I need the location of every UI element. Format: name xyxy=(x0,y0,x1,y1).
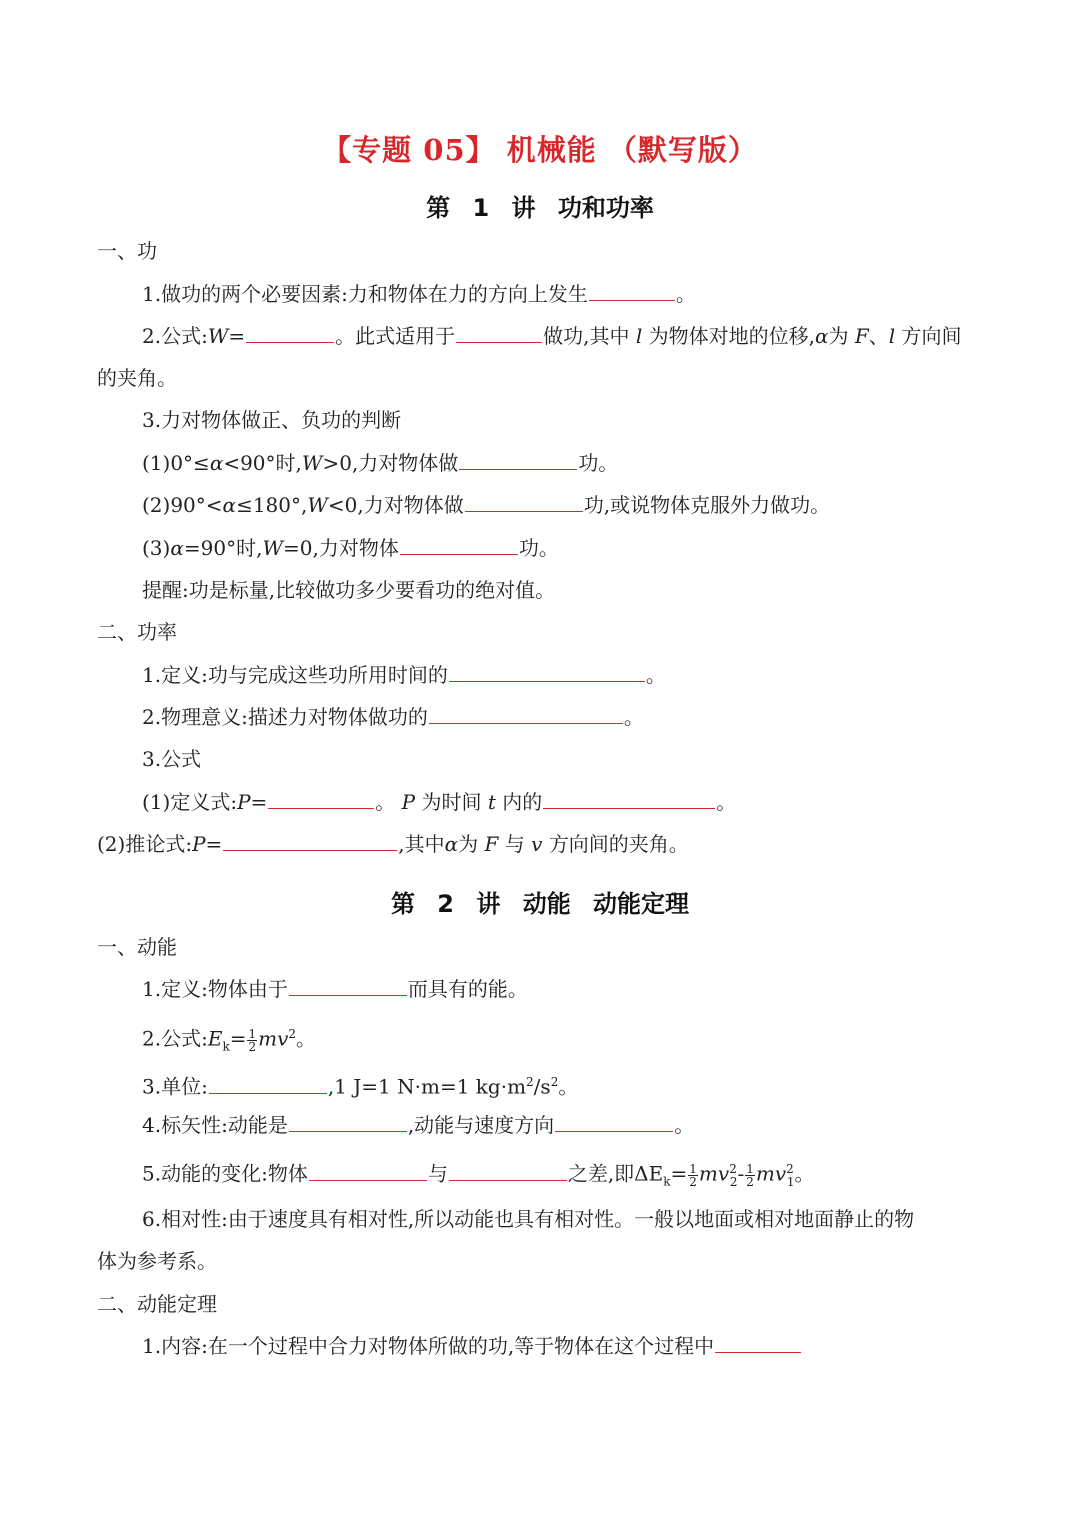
work-formula-line: 2.公式:W= 。此式适用于 做功,其中 l 为物体对地的位移,α为 F、l 方向间 xyxy=(142,324,962,348)
fraction-one-half: $\frac{1}{2}$ xyxy=(746,1161,754,1189)
section-ke-theorem-heading: 二、动能定理 xyxy=(97,1292,217,1316)
answer-blank[interactable] xyxy=(459,449,577,470)
case-zero-line: (3)α=90°时,W=0,力对物体 功。 xyxy=(142,536,559,560)
answer-blank[interactable] xyxy=(429,703,623,724)
answer-blank[interactable] xyxy=(456,322,542,343)
reminder-line: 提醒:功是标量,比较做功多少要看功的绝对值。 xyxy=(142,578,556,602)
answer-blank[interactable] xyxy=(715,1332,801,1353)
case-negative-line: (2)90°<α≤180°,W<0,力对物体做 功,或说物体克服外力做功。 xyxy=(142,493,831,517)
sign-judgement-line: 3.力对物体做正、负功的判断 xyxy=(142,408,402,432)
section-work-heading: 一、功 xyxy=(97,239,157,263)
answer-blank[interactable] xyxy=(268,788,374,809)
answer-blank[interactable] xyxy=(555,1111,673,1132)
answer-blank[interactable] xyxy=(589,280,675,301)
work-factors-line: 1.做功的两个必要因素:力和物体在力的方向上发生 。 xyxy=(142,282,696,306)
answer-blank[interactable] xyxy=(543,788,715,809)
answer-blank[interactable] xyxy=(449,1160,567,1181)
answer-blank[interactable] xyxy=(289,975,407,996)
ke-theorem-content-line: 1.内容:在一个过程中合力对物体所做的功,等于物体在这个过程中 xyxy=(142,1332,802,1360)
answer-blank[interactable] xyxy=(449,661,645,682)
answer-blank[interactable] xyxy=(465,491,583,512)
answer-blank[interactable] xyxy=(246,322,334,343)
answer-blank[interactable] xyxy=(223,830,397,851)
case-positive-line: (1)0°≤α<90°时,W>0,力对物体做 功。 xyxy=(142,451,619,475)
power-formula-heading: 3.公式 xyxy=(142,747,202,771)
answer-blank[interactable] xyxy=(400,534,518,555)
answer-blank[interactable] xyxy=(309,1160,427,1181)
fraction-one-half: $\frac{1}{2}$ xyxy=(689,1161,697,1189)
answer-blank[interactable] xyxy=(209,1073,327,1094)
power-derived-formula-line: (2)推论式:P= ,其中α为 F 与 v 方向间的夹角。 xyxy=(97,832,689,856)
power-meaning-line: 2.物理意义:描述力对物体做功的 。 xyxy=(142,705,644,729)
ke-relativity-line-cont: 体为参考系。 xyxy=(97,1249,217,1273)
lecture-2-heading: 第 2 讲 动能 动能定理 xyxy=(390,890,690,918)
work-formula-line-cont: 的夹角。 xyxy=(97,366,177,390)
answer-blank[interactable] xyxy=(289,1111,407,1132)
lecture-1-heading: 第 1 讲 功和功率 xyxy=(426,194,654,222)
ke-scalar-line: 4.标矢性:动能是 ,动能与速度方向 。 xyxy=(142,1113,695,1137)
ke-change-line: 5.动能的变化:物体 与 之差,即$\Delta E_k=$ $\frac{1}{2}$ $mv^2_2-$ $\frac{1}{2}$ $mv^2_1$。 xyxy=(142,1161,815,1189)
section-kinetic-energy-heading: 一、动能 xyxy=(97,935,177,959)
ke-formula-line: 2.公式$:E_k=$ $\frac{1}{2}$ $mv^2$。 xyxy=(142,1026,317,1054)
fraction-one-half: $\frac{1}{2}$ xyxy=(248,1026,257,1054)
document-title: 【专题 05】 机械能 （默写版） xyxy=(322,133,758,167)
ke-definition-line: 1.定义:物体由于 而具有的能。 xyxy=(142,977,528,1001)
ke-unit-line: 3.单位: ,1 J=1 N·m=1 $kg\cdot m^2/s^2$。 xyxy=(142,1074,579,1099)
ke-relativity-line: 6.相对性:由于速度具有相对性,所以动能也具有相对性。一般以地面或相对地面静止的物 xyxy=(142,1207,915,1231)
section-power-heading: 二、功率 xyxy=(97,620,177,644)
power-definition-formula-line: (1)定义式:P= 。 P 为时间 t 内的 。 xyxy=(142,790,737,814)
power-definition-line: 1.定义:功与完成这些功所用时间的 。 xyxy=(142,663,666,687)
